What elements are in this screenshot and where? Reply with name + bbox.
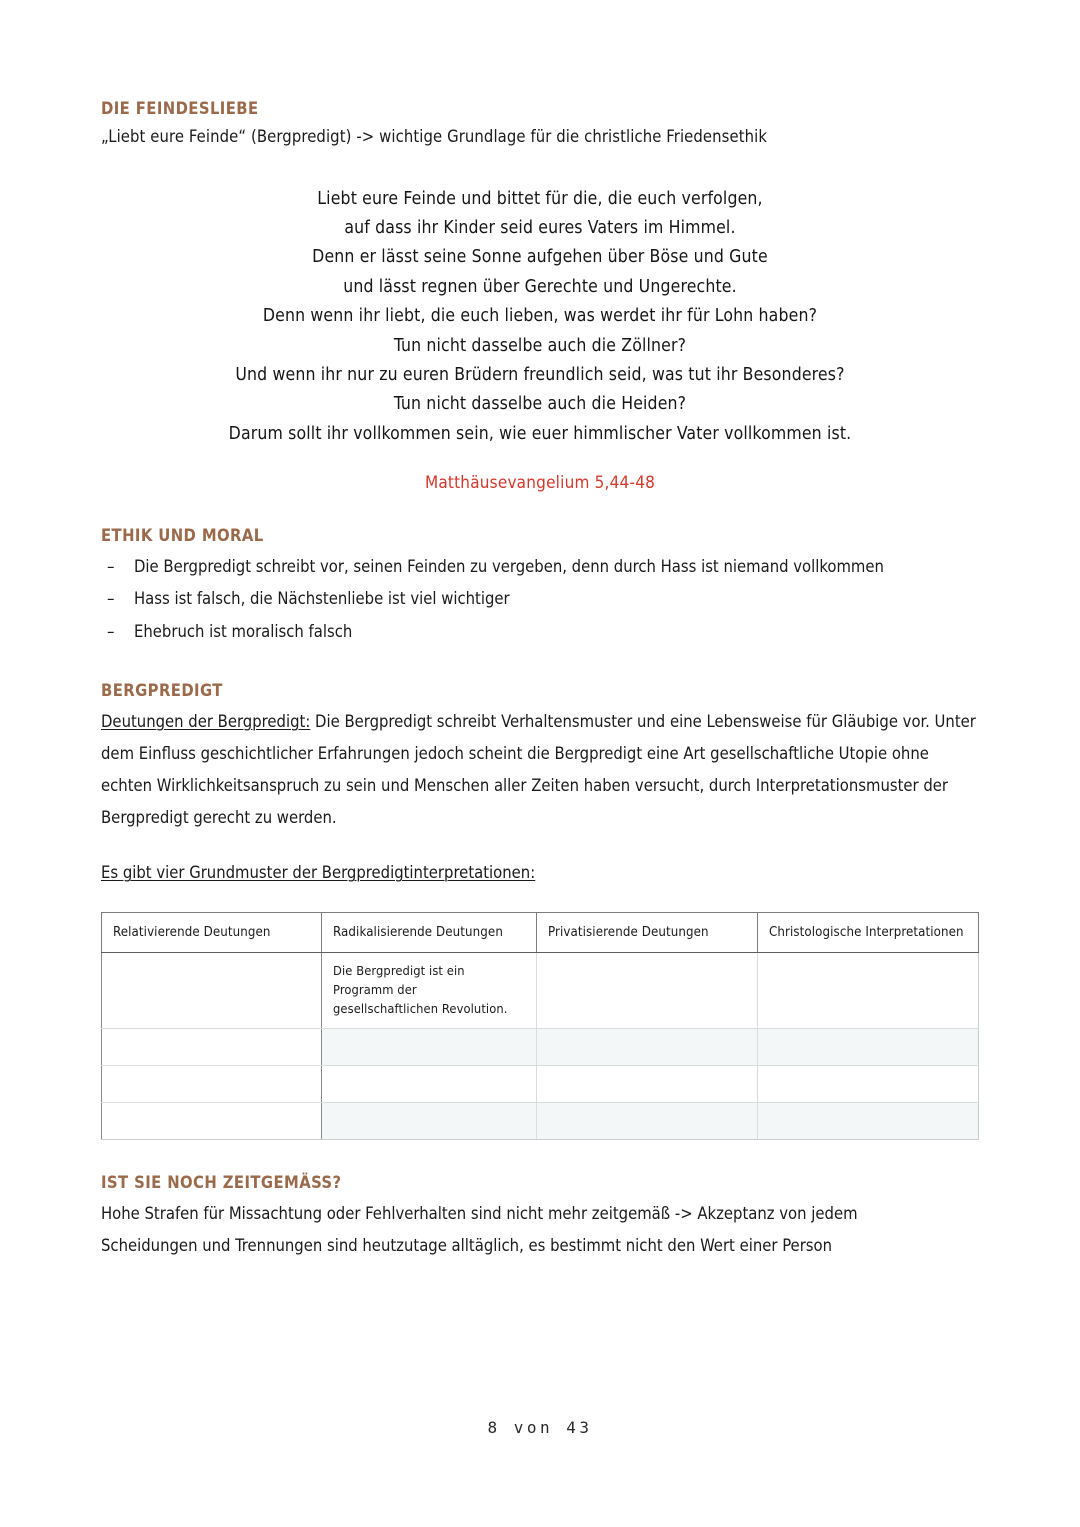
table-cell[interactable] (537, 952, 758, 1029)
table-header-row (102, 912, 979, 952)
table-cell[interactable] (758, 1029, 979, 1066)
table-cell[interactable] (322, 1066, 537, 1103)
zeitgemaess-line: Scheidungen und Trennungen sind heutzutage alltäglich, es bestimmt nicht den Wert einer Person (101, 1236, 833, 1256)
table-intro-label: Es gibt vier Grundmuster der Bergpredigtinterpretationen: (101, 863, 536, 883)
table-header-cell: Relativierende Deutungen (102, 912, 322, 952)
dash-bullet-icon: – (107, 589, 115, 609)
quote-line: Und wenn ihr nur zu euren Brüdern freundlich seid, was tut ihr Besonderes? (235, 365, 845, 386)
list-item-label: Die Bergpredigt schreibt vor, seinen Feinden zu vergeben, denn durch Hass ist niemand vollkommen (134, 557, 884, 577)
table-cell[interactable] (102, 1103, 322, 1140)
quote-line: Darum sollt ihr vollkommen sein, wie euer himmlischer Vater vollkommen ist. (228, 423, 852, 444)
section-ethik-moral (101, 527, 979, 647)
quote-line: Tun nicht dasselbe auch die Heiden? (393, 394, 687, 415)
table-row[interactable] (102, 1029, 979, 1066)
section-heading-feindesliebe: DIE FEINDESLIEBE (101, 99, 259, 118)
table-cell[interactable] (537, 1103, 758, 1140)
bergpredigt-paragraph (101, 706, 979, 835)
quote-line: Denn wenn ihr liebt, die euch lieben, was werdet ihr für Lohn haben? (262, 306, 818, 327)
table-cell[interactable] (322, 1029, 537, 1066)
dash-bullet-icon: – (107, 621, 115, 641)
table-intro-wrap (101, 860, 979, 886)
zeitgemaess-line: Hohe Strafen für Missachtung oder Fehlverhalten sind nicht mehr zeitgemäß -> Akzeptanz von jedem (101, 1204, 858, 1224)
table-header-cell: Radikalisierende Deutungen (322, 912, 537, 952)
table-row[interactable] (102, 1066, 979, 1103)
section-heading-zeitgemaess: IST SIE NOCH ZEITGEMÄSS? (101, 1173, 342, 1193)
quote-line: Liebt eure Feinde und bittet für die, die euch verfolgen, (317, 188, 763, 209)
table-cell[interactable] (102, 1029, 322, 1066)
table-cell[interactable] (322, 1103, 537, 1140)
table-row[interactable] (102, 1103, 979, 1140)
quote-reference: Matthäusevangelium 5,44-48 (424, 473, 656, 494)
page-content (101, 100, 979, 1263)
table-cell[interactable] (758, 952, 979, 1029)
quote-line: Denn er lässt seine Sonne aufgehen über Böse und Gute (312, 247, 768, 268)
table-header-cell: Privatisierende Deutungen (537, 912, 758, 952)
quote-line: und lässt regnen über Gerechte und Ungerechte. (343, 276, 737, 297)
ethik-moral-bullet-list (101, 551, 979, 648)
table-cell[interactable] (758, 1066, 979, 1103)
table-row[interactable] (102, 952, 979, 1029)
table-cell[interactable]: Die Bergpredigt ist ein Programm der gesellschaftlichen Revolution. (322, 952, 537, 1029)
paragraph-lead-in: Deutungen der Bergpredigt: (101, 711, 311, 731)
table-cell[interactable] (537, 1066, 758, 1103)
dash-bullet-icon: – (107, 557, 115, 577)
table-intro (101, 860, 979, 886)
interpretations-table-wrap (101, 912, 979, 1141)
quote-line: Tun nicht dasselbe auch die Zöllner? (393, 335, 687, 356)
section-zeitgemaess (101, 1174, 979, 1262)
section-heading-bergpredigt: BERGPREDIGT (101, 680, 223, 700)
section-bergpredigt (101, 682, 979, 1141)
list-item-label: Hass ist falsch, die Nächstenliebe ist viel wichtiger (134, 589, 510, 609)
section-heading-ethik-moral: ETHIK UND MORAL (101, 526, 264, 546)
list-item (101, 583, 979, 615)
table-cell[interactable] (537, 1029, 758, 1066)
table-cell[interactable] (102, 1066, 322, 1103)
table-header-cell: Christologische Interpretationen (758, 912, 979, 952)
interpretations-table (101, 912, 979, 1141)
page-number-footer: 8 von 43 (487, 1418, 593, 1437)
table-cell[interactable] (102, 952, 322, 1029)
paragraph-body: Die Bergpredigt schreibt Verhaltensmuster und eine Lebensweise für Gläubige vor. Unter dem Einfluss geschichtlicher Erfahrungen jedoch scheint die Bergpredigt eine Art gesellschaftliche Utopie ohne echten Wirklichkeitsanspruch zu sein und Menschen aller Zeiten haben versucht, durch Interpretationsmuster der Bergpredigt gerecht zu werden. (101, 711, 976, 828)
feindesliebe-subtitle: „Liebt eure Feinde“ (Bergpredigt) -> wichtige Grundlage für die christliche Friedensethik (101, 126, 768, 146)
list-item (101, 551, 979, 583)
quote-line: auf dass ihr Kinder seid eures Vaters im Himmel. (344, 218, 736, 239)
table-cell[interactable] (758, 1103, 979, 1140)
scripture-quote-block (101, 185, 979, 494)
list-item (101, 616, 979, 648)
list-item-label: Ehebruch ist moralisch falsch (134, 621, 353, 641)
